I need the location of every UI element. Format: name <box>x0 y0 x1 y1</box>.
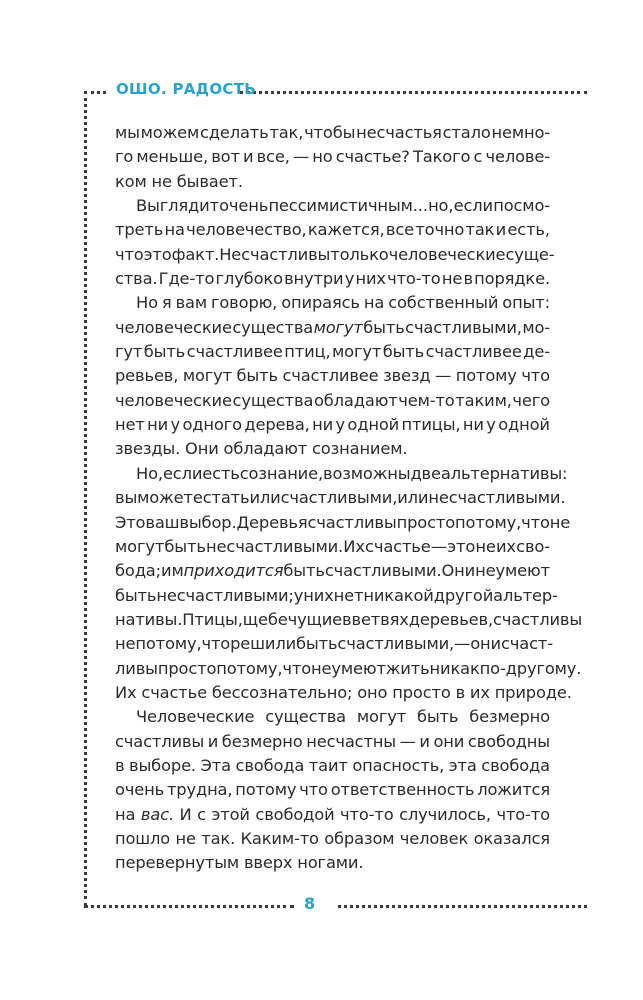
text-word: не <box>115 634 136 654</box>
text-word: посмо- <box>493 196 550 216</box>
text-word: жить <box>385 658 430 678</box>
text-word: человеческие <box>115 317 232 337</box>
text-word: Птицы, <box>182 609 243 629</box>
text-word: альтер- <box>493 585 558 605</box>
text-word: быть <box>363 317 405 337</box>
text-line <box>115 803 550 827</box>
text-word: счастливы <box>493 609 583 629</box>
text-word: трудна, <box>166 780 233 800</box>
text-word: что-то <box>340 804 394 824</box>
text-word: факт. <box>171 244 220 264</box>
text-word: Это <box>115 512 146 532</box>
text-word: существа <box>232 317 314 337</box>
text-word: несчастны <box>306 731 396 751</box>
text-word: Человеческие <box>136 707 255 727</box>
text-word: могут <box>356 707 407 727</box>
text-word: говорю, <box>210 293 278 313</box>
text-word: нет <box>333 585 364 605</box>
text-word: у <box>486 415 496 435</box>
text-word: умеют <box>331 658 386 678</box>
text-line <box>115 267 550 291</box>
text-word: — <box>454 634 471 654</box>
text-word: не <box>475 561 496 581</box>
text-word: обладают <box>313 390 398 410</box>
text-word: одной <box>498 415 550 435</box>
text-word: Такого <box>412 147 471 167</box>
text-word: бода; <box>115 561 161 581</box>
text-word: но, <box>428 196 454 216</box>
text-word: сознанием. <box>312 439 408 459</box>
text-word: оказался <box>473 828 550 848</box>
text-line <box>115 754 550 778</box>
text-word: потому <box>235 780 297 800</box>
text-word: ни <box>462 415 484 435</box>
text-word: быть <box>115 585 157 605</box>
text-word: кажется, <box>307 220 385 240</box>
text-word: счастливы <box>307 512 397 532</box>
text-word: что-то <box>387 269 441 289</box>
text-word: Каким-то <box>240 828 319 848</box>
text-word: пошло <box>115 828 171 848</box>
text-line <box>115 778 550 802</box>
text-line <box>115 608 583 632</box>
text-word: Но <box>136 293 158 313</box>
text-line <box>115 462 568 486</box>
text-word: в <box>115 755 125 775</box>
text-word: возможны <box>323 463 411 483</box>
text-word: счастливее <box>282 366 379 386</box>
text-word: счаст- <box>500 634 553 654</box>
text-word: мы <box>115 123 140 142</box>
text-word: природе. <box>494 682 572 702</box>
text-word: вверх <box>243 853 293 873</box>
text-word: в <box>342 609 352 629</box>
text-word: решили <box>230 634 297 654</box>
text-word: можете <box>137 488 203 508</box>
text-word: ни <box>312 415 334 435</box>
text-word: эта <box>448 755 477 775</box>
text-word: чем-то <box>398 390 455 410</box>
text-word: бывает. <box>176 171 243 191</box>
text-word: суще- <box>505 244 555 264</box>
text-word: гут <box>115 342 143 362</box>
text-word: очень <box>219 196 269 216</box>
text-word: одного <box>182 415 242 435</box>
text-word: не <box>151 171 172 191</box>
text-word: я <box>161 293 172 313</box>
text-line <box>115 657 582 681</box>
text-word: них <box>355 269 386 289</box>
text-word: внутри <box>284 269 344 289</box>
text-word: их <box>495 536 516 556</box>
text-word: не <box>475 536 496 556</box>
text-word: перевернутым <box>115 853 240 873</box>
text-word: они <box>470 634 501 654</box>
text-word: сознание, <box>239 463 324 483</box>
text-word: счастливыми, <box>405 317 522 337</box>
text-word: или <box>249 488 281 508</box>
text-word: другой <box>433 585 494 605</box>
text-word: Несчастливы <box>219 244 331 264</box>
text-word: ни <box>147 415 169 435</box>
text-word: свобода <box>481 755 550 775</box>
text-word: у <box>170 415 181 435</box>
text-word: счастье? <box>335 147 410 167</box>
text-word: щебечущие <box>242 609 343 629</box>
text-word: и <box>495 220 507 240</box>
text-word: этой <box>211 804 250 824</box>
text-word: выбор. <box>179 512 237 532</box>
text-word: на <box>164 220 185 240</box>
text-line <box>115 121 550 145</box>
page-number: 8 <box>304 894 316 913</box>
text-line <box>115 511 571 535</box>
text-line <box>115 559 550 583</box>
text-word: есть, <box>507 220 550 240</box>
text-word: быть <box>143 342 186 362</box>
text-word: сво- <box>516 536 550 556</box>
text-word: Они <box>441 561 476 581</box>
text-word: это <box>143 244 172 264</box>
text-word: вам <box>175 293 207 313</box>
text-line <box>115 170 550 194</box>
text-line <box>115 291 550 315</box>
text-word: быть <box>164 536 206 556</box>
text-word: обладают <box>223 439 308 459</box>
text-word: по-другому. <box>479 658 582 678</box>
text-word: потому <box>455 366 517 386</box>
text-line <box>115 535 550 559</box>
text-word: Где-то <box>158 269 215 289</box>
text-word: чтобы <box>304 123 356 142</box>
text-line <box>115 316 550 340</box>
text-word: — <box>430 536 447 556</box>
text-word: глубоко <box>215 269 283 289</box>
text-word: — <box>399 731 416 751</box>
bottom-rule-right <box>338 905 587 908</box>
text-word: го <box>115 147 134 167</box>
text-line <box>115 851 550 875</box>
text-word: просто <box>392 682 451 702</box>
text-word: несчастливыми; <box>156 585 294 605</box>
text-word: счастливее <box>425 342 522 362</box>
text-word: них <box>303 585 334 605</box>
text-word: одной <box>347 415 400 435</box>
text-word: все, <box>256 147 290 167</box>
text-word: чего <box>512 390 550 410</box>
text-word: человеческие <box>115 390 232 410</box>
text-word: челове- <box>485 147 550 167</box>
text-word: человеческие <box>388 244 506 264</box>
text-line <box>115 364 550 388</box>
text-word: пессимистичным... <box>268 196 428 216</box>
text-line <box>115 730 550 754</box>
text-word: опасность, <box>352 755 445 775</box>
text-word: стало <box>442 123 491 142</box>
text-word: случилось, <box>399 804 491 824</box>
text-word: быть <box>283 561 325 581</box>
text-word: счастливы <box>115 731 205 751</box>
text-word: счастье <box>141 682 207 702</box>
text-line <box>115 218 550 242</box>
text-word: что <box>282 658 312 678</box>
text-word: умеют <box>495 561 550 581</box>
text-word: быть <box>296 634 338 654</box>
text-word: в <box>463 269 473 289</box>
text-word: существа <box>265 707 347 727</box>
text-word: у <box>293 585 304 605</box>
text-line <box>115 827 550 851</box>
text-word: оно <box>357 682 388 702</box>
text-word: безмерно <box>221 731 303 751</box>
text-word: так, <box>269 123 304 142</box>
text-word: вас. <box>140 804 174 824</box>
text-word: счастливыми, <box>280 488 398 508</box>
text-word: если <box>453 196 493 216</box>
text-word: альтернативы: <box>440 463 568 483</box>
bottom-rule-left <box>84 905 294 908</box>
text-word: им <box>161 561 184 581</box>
text-word: Но, <box>136 463 163 483</box>
text-word: приходится <box>183 561 284 581</box>
text-word: в <box>455 682 466 702</box>
text-word: быть <box>416 707 459 727</box>
text-word: мо- <box>522 317 550 337</box>
text-word: свободны <box>467 731 550 751</box>
text-word: их <box>469 682 490 702</box>
text-word: могут <box>115 536 165 556</box>
text-word: ревьев, <box>115 366 179 386</box>
text-word: не <box>441 269 463 289</box>
text-word: ком <box>115 171 147 191</box>
text-word: точно <box>415 220 465 240</box>
text-word: таит <box>308 755 348 775</box>
text-word: человечество, <box>186 220 307 240</box>
text-word: опираясь <box>281 293 360 313</box>
text-word: ногами. <box>297 853 364 873</box>
text-line <box>115 340 550 364</box>
text-word: свободой <box>255 804 335 824</box>
text-line <box>115 486 566 510</box>
text-word: и <box>242 147 254 167</box>
text-word: Эта <box>200 755 231 775</box>
text-word: Их <box>115 682 137 702</box>
text-word: с <box>197 804 206 824</box>
text-line <box>115 584 558 608</box>
text-word: что <box>521 366 550 386</box>
text-word: быть <box>236 366 278 386</box>
text-word: звезд <box>383 366 431 386</box>
text-word: нет <box>115 415 145 435</box>
text-word: опыт: <box>502 293 550 313</box>
text-word: образом <box>324 828 395 848</box>
text-word: вот <box>211 147 240 167</box>
text-word: — <box>435 366 452 386</box>
text-word: деревьев, <box>408 609 493 629</box>
text-word: не <box>311 658 332 678</box>
text-line <box>115 413 550 437</box>
text-word: это <box>447 536 476 556</box>
text-word: могут <box>313 317 363 337</box>
text-line <box>115 243 555 267</box>
text-word: ваш <box>145 512 180 532</box>
text-word: Их <box>343 536 365 556</box>
text-word: Деревья <box>236 512 308 532</box>
text-word: просто <box>157 658 217 678</box>
text-word: у <box>344 269 355 289</box>
text-word: есть <box>202 463 240 483</box>
text-word: несчастливыми. <box>206 536 344 556</box>
text-word: потому, <box>135 634 202 654</box>
text-word: не <box>549 512 571 532</box>
text-word: таким, <box>455 390 512 410</box>
text-word: безмерно <box>469 707 550 727</box>
text-word: счастливыми, <box>337 634 455 654</box>
text-word: что <box>201 634 231 654</box>
text-line <box>115 437 550 461</box>
text-word: что <box>299 780 328 800</box>
text-word: если <box>162 463 203 483</box>
text-word: можем <box>140 123 200 142</box>
text-word: несчастливыми. <box>428 488 566 508</box>
text-word: треть <box>115 220 164 240</box>
text-line <box>115 632 553 656</box>
text-word: нативы. <box>115 609 183 629</box>
text-word: что <box>521 512 550 532</box>
text-word: но <box>312 147 333 167</box>
running-head: ОШО. РАДОСТЬ <box>116 80 256 98</box>
text-word: Выглядит <box>136 196 219 216</box>
text-word: Они <box>185 439 219 459</box>
text-word: стать <box>202 488 250 508</box>
text-word: дерева, <box>244 415 310 435</box>
text-word: могут <box>182 366 232 386</box>
text-word: немно- <box>491 123 550 142</box>
text-word: никак <box>429 658 480 678</box>
text-word: ливы <box>115 658 158 678</box>
text-word: на <box>115 804 136 824</box>
text-word: быть <box>382 342 425 362</box>
text-word: что <box>115 244 144 264</box>
text-word: и <box>207 731 219 751</box>
text-word: ства. <box>115 269 158 289</box>
text-word: меньше, <box>136 147 208 167</box>
text-line <box>115 681 572 705</box>
text-word: порядке. <box>474 269 550 289</box>
text-word: просто <box>396 512 456 532</box>
top-rule-left <box>84 91 106 94</box>
text-word: или <box>397 488 429 508</box>
text-word: они <box>433 731 465 751</box>
text-word: очень <box>115 780 165 800</box>
text-word: сделать <box>199 123 269 142</box>
text-word: у <box>335 415 345 435</box>
text-word: И <box>179 804 192 824</box>
text-word: только <box>330 244 389 264</box>
text-word: выборе. <box>129 755 196 775</box>
text-word: счастливыми. <box>324 561 442 581</box>
text-word: ветвях <box>351 609 409 629</box>
text-word: все <box>385 220 414 240</box>
text-word: человек <box>399 828 469 848</box>
body-text <box>115 121 583 876</box>
text-word: птицы, <box>401 415 461 435</box>
text-word: с <box>473 147 483 167</box>
text-word: собственный <box>388 293 499 313</box>
text-line <box>115 389 550 413</box>
text-word: могут <box>332 342 382 362</box>
text-word: вы <box>115 488 138 508</box>
text-word: птиц, <box>284 342 331 362</box>
text-word: никакой <box>363 585 434 605</box>
text-word: существа <box>232 390 314 410</box>
text-word: не <box>175 828 196 848</box>
text-word: де- <box>523 342 550 362</box>
text-word: несчастья <box>356 123 442 142</box>
text-word: на <box>363 293 385 313</box>
text-word: так <box>465 220 495 240</box>
text-word: две <box>410 463 441 483</box>
text-word: бессознательно; <box>211 682 353 702</box>
text-line <box>115 145 550 169</box>
text-word: потому, <box>216 658 283 678</box>
text-line <box>115 194 550 218</box>
text-word: — <box>292 147 310 167</box>
left-rule <box>84 91 87 906</box>
text-word: счастливее <box>186 342 283 362</box>
top-rule-right <box>240 91 587 94</box>
text-word: что-то <box>496 804 550 824</box>
text-word: так. <box>201 828 236 848</box>
text-word: свобода <box>235 755 305 775</box>
text-word: потому, <box>455 512 522 532</box>
text-word: ложится <box>477 780 550 800</box>
text-word: счастье <box>365 536 431 556</box>
text-line <box>115 705 550 729</box>
text-word: и <box>419 731 430 751</box>
text-word: ответственность <box>330 780 475 800</box>
text-word: звезды. <box>115 439 181 459</box>
